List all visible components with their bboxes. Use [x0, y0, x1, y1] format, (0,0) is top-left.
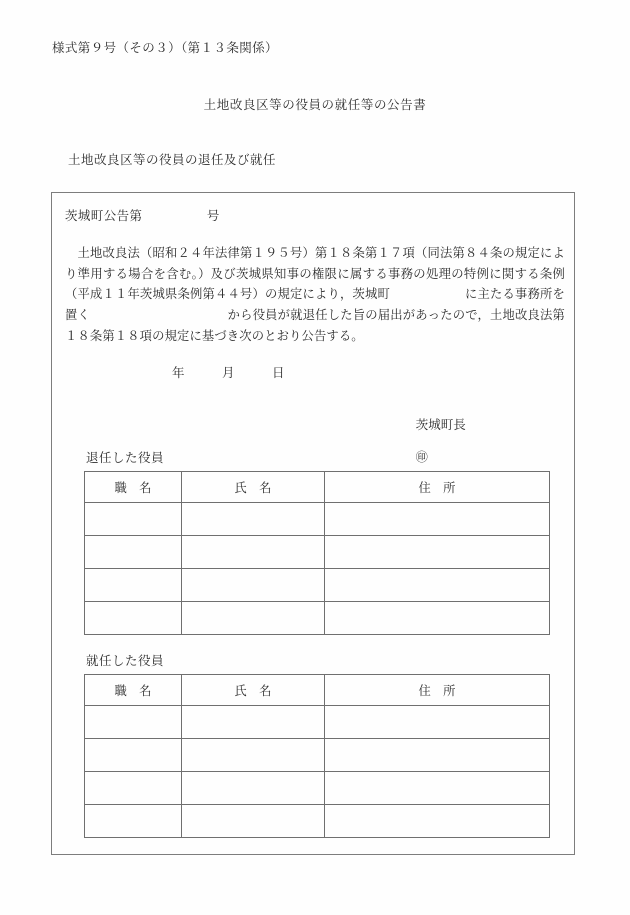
cell-address[interactable]	[325, 772, 550, 805]
cell-post[interactable]	[85, 739, 182, 772]
form-number: 様式第９号（その３）（第１３条関係）	[52, 41, 278, 55]
column-header-address: 住 所	[325, 675, 550, 706]
table-row[interactable]	[85, 772, 550, 805]
cell-name[interactable]	[182, 805, 325, 838]
cell-name[interactable]	[182, 772, 325, 805]
signer-title: 茨城町長	[415, 418, 466, 432]
cell-post[interactable]	[85, 772, 182, 805]
table-row[interactable]	[85, 706, 550, 739]
appointed-officers-caption: 就任した役員	[86, 654, 165, 668]
notice-body-text: 土地改良法（昭和２４年法律第１９５号）第１８条第１７項（同法第８４条の規定により準用する場合を含む。）及び茨城県知事の権限に属する事務の処理の特例に関する条例（平成１１年茨城県条例第４４号）の規定により，茨城町 に主たる事務所を置く から役員が就退任した旨の届出があったので，土地改良法第１８条第１８項の規定に基づき次のとおり公告する。	[65, 246, 565, 343]
retired-officers-table	[84, 471, 550, 635]
cell-name[interactable]	[182, 503, 325, 536]
retired-officers-block	[84, 448, 549, 635]
date-line: 年 月 日	[172, 366, 285, 380]
column-header-post: 職 名	[85, 472, 182, 503]
notice-number-line: 茨城町公告第 号	[65, 209, 220, 223]
table-row[interactable]	[85, 602, 550, 635]
cell-address[interactable]	[325, 706, 550, 739]
table-row[interactable]	[85, 536, 550, 569]
cell-name[interactable]	[182, 536, 325, 569]
cell-address[interactable]	[325, 739, 550, 772]
cell-address[interactable]	[325, 503, 550, 536]
table-row[interactable]	[85, 805, 550, 838]
cell-address[interactable]	[325, 569, 550, 602]
column-header-name: 氏 名	[182, 675, 325, 706]
column-header-address: 住 所	[325, 472, 550, 503]
cell-name[interactable]	[182, 602, 325, 635]
cell-post[interactable]	[85, 536, 182, 569]
cell-name[interactable]	[182, 739, 325, 772]
table-header-row	[85, 675, 550, 706]
appointed-officers-block	[84, 651, 549, 838]
cell-post[interactable]	[85, 569, 182, 602]
notice-box	[51, 192, 575, 855]
column-header-post: 職 名	[85, 675, 182, 706]
appointed-officers-table	[84, 674, 550, 838]
cell-post[interactable]	[85, 503, 182, 536]
cell-name[interactable]	[182, 706, 325, 739]
cell-address[interactable]	[325, 602, 550, 635]
page-title: 土地改良区等の役員の就任等の公告書	[203, 98, 427, 112]
cell-address[interactable]	[325, 536, 550, 569]
table-row[interactable]	[85, 739, 550, 772]
seal-icon: ㊞	[415, 450, 428, 464]
table-row[interactable]	[85, 503, 550, 536]
column-header-name: 氏 名	[182, 472, 325, 503]
table-row[interactable]	[85, 569, 550, 602]
section-label: 土地改良区等の役員の退任及び就任	[68, 153, 277, 167]
cell-post[interactable]	[85, 706, 182, 739]
cell-name[interactable]	[182, 569, 325, 602]
table-header-row	[85, 472, 550, 503]
cell-post[interactable]	[85, 805, 182, 838]
cell-address[interactable]	[325, 805, 550, 838]
retired-officers-caption: 退任した役員	[86, 451, 165, 465]
cell-post[interactable]	[85, 602, 182, 635]
